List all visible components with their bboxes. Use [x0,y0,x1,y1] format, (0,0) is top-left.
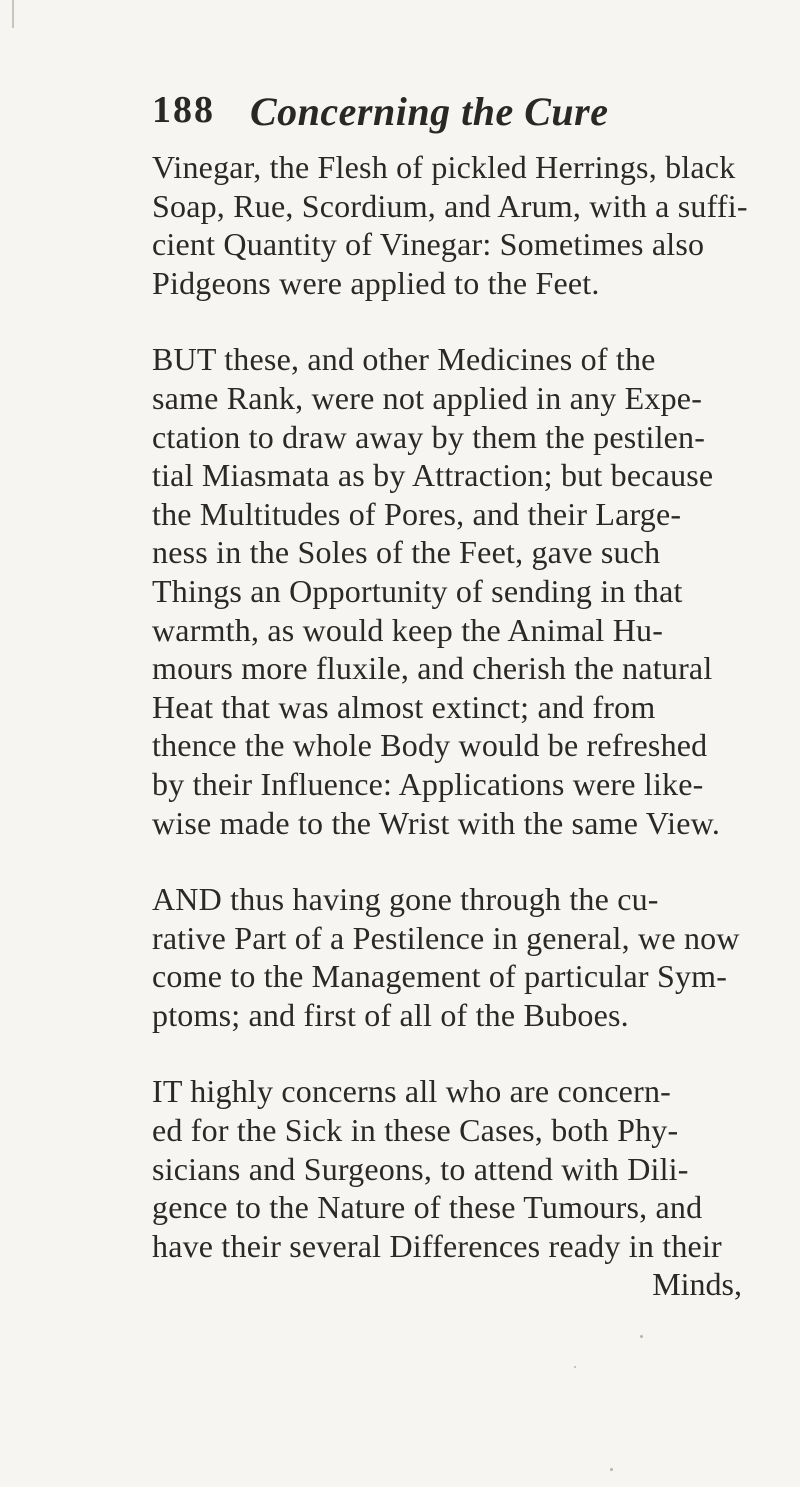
text-line: cient Quantity of Vinegar: Sometimes also [152,226,705,263]
text-line: IT highly concerns all who are concern- [152,1073,672,1110]
scan-speck [574,1366,576,1368]
paragraph [152,340,792,842]
page-header [152,88,752,148]
paragraph [152,148,792,302]
text-line: gence to the Nature of these Tumours, and [152,1189,703,1226]
text-line: AND thus having gone through the cu- [152,881,659,918]
paragraph [152,1072,792,1265]
text-line: sicians and Surgeons, to attend with Dili- [152,1150,689,1187]
text-line: tial Miasmata as by Attraction; but because [152,457,714,494]
text-line: ed for the Sick in these Cases, both Phy- [152,1112,679,1149]
text-line: same Rank, were not applied in any Expe- [152,379,703,416]
catchword: Minds, [652,1266,742,1303]
text-line: wise made to the Wrist with the same View. [152,804,721,841]
paragraph-gap [152,302,792,340]
body-text [152,148,792,1304]
text-line: mours more fluxile, and cherish the natural [152,650,713,687]
text-line: warmth, as would keep the Animal Hu- [152,611,664,648]
text-line: Soap, Rue, Scordium, and Arum, with a suffi- [152,187,748,224]
paragraph-gap [152,842,792,880]
text-line: come to the Management of particular Sym- [152,958,728,995]
text-line: the Multitudes of Pores, and their Large- [152,495,682,532]
text-line: rative Part of a Pestilence in general, we now [152,919,740,956]
paragraph [152,880,792,1034]
scan-speck [610,1468,613,1471]
scan-edge-mark [12,0,14,28]
text-line: ness in the Soles of the Feet, gave such [152,534,661,571]
text-line: Pidgeons were applied to the Feet. [152,264,600,301]
page-number: 188 [152,89,215,131]
text-line: ptoms; and first of all of the Buboes. [152,996,629,1033]
text-line: by their Influence: Applications were like- [152,765,704,802]
running-title: Concerning the Cure [250,89,609,134]
text-line: Things an Opportunity of sending in that [152,572,683,609]
text-line: thence the whole Body would be refreshed [152,727,708,764]
text-line: have their several Differences ready in their [152,1227,722,1264]
text-line: BUT these, and other Medicines of the [152,341,656,378]
text-line: ctation to draw away by them the pestilen- [152,418,706,455]
text-line: Heat that was almost extinct; and from [152,688,656,725]
text-line: Vinegar, the Flesh of pickled Herrings, black [152,149,736,185]
paragraph-gap [152,1034,792,1072]
scan-speck [640,1335,643,1338]
